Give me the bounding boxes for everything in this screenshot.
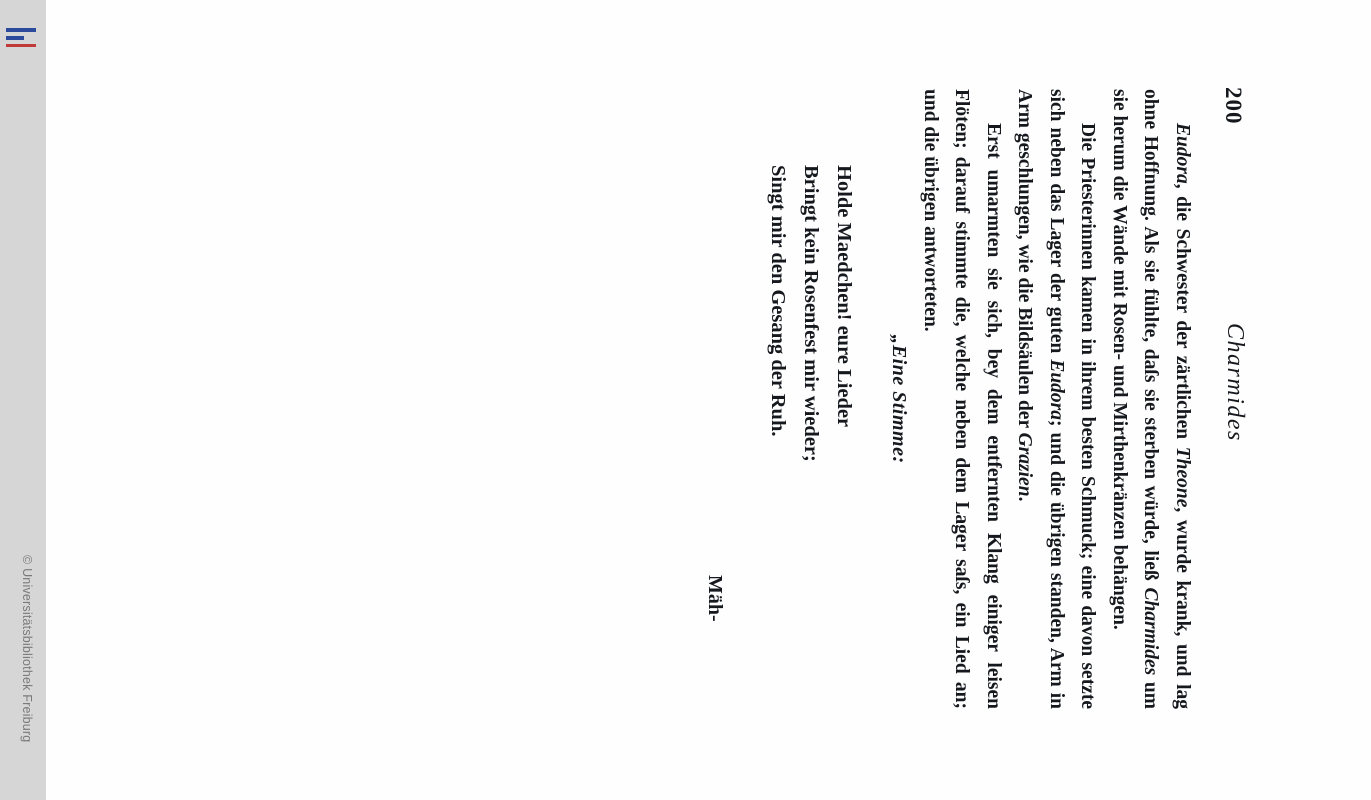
text-run: . bbox=[1014, 496, 1036, 502]
text-run: , wurde krank, und lag ohne Hoffnung. Als sie fühlte, daſs sie sterben würde, ließ bbox=[1140, 89, 1193, 709]
poem-heading: „Eine Stimme: bbox=[888, 334, 910, 464]
paragraph bbox=[1104, 89, 1199, 709]
page-header bbox=[1216, 87, 1246, 717]
paragraph bbox=[1009, 89, 1104, 709]
poem-line: Holde Maedchen! eure Lieder bbox=[833, 165, 855, 428]
body-text bbox=[915, 89, 1199, 709]
emphasized-text: Grazien bbox=[1014, 432, 1036, 497]
scanned-page-rotated bbox=[90, 15, 1330, 785]
copyright-label: © Universitätsbibliothek Freiburg bbox=[20, 555, 34, 743]
emphasized-text: Eudora bbox=[1172, 123, 1193, 184]
emphasized-text: Theone bbox=[1172, 446, 1193, 508]
page-number: 200 bbox=[1221, 87, 1246, 125]
poem-lines bbox=[761, 165, 860, 685]
text-run: Erst umarmten sie sich, bey dem entfernten Klang einiger leisen Flöten; darauf stimmte die, welche neben dem Lager saſs, ein Lied an; und die übrigen antworteten. bbox=[920, 89, 1004, 709]
navigation-marker-secondary-icon[interactable] bbox=[6, 36, 24, 40]
poem-line: Bringt kein Rosenfest mir wieder; bbox=[800, 165, 822, 462]
text-run: , die Schwester der zärtlichen bbox=[1172, 183, 1193, 447]
navigation-marker-accent-icon bbox=[6, 44, 36, 47]
paragraph bbox=[915, 89, 1010, 709]
emphasized-text: Eudora bbox=[1046, 359, 1067, 421]
poem-line: Singt mir den Gesang der Ruh. bbox=[767, 165, 789, 437]
text-run: ; und die übrigen standen, Arm in Arm geschlungen, wie die Bildsäulen der bbox=[1014, 89, 1067, 709]
navigation-marker-icon[interactable] bbox=[6, 28, 36, 32]
emphasized-text: Charmides bbox=[1140, 587, 1162, 676]
text-run: Die Priesterinnen kamen in ihrem besten Schmuck; eine davon setzte sich neben das Lager der guten bbox=[1046, 89, 1099, 709]
scanned-page-canvas[interactable] bbox=[49, 0, 1371, 800]
catchword: Mäh- bbox=[704, 575, 726, 622]
page-content bbox=[90, 15, 1330, 785]
text-run: um sie herum die Wände mit Rosen- und Mirthenkränzen behängen. bbox=[1109, 89, 1162, 709]
running-title: Charmides bbox=[1222, 323, 1248, 442]
